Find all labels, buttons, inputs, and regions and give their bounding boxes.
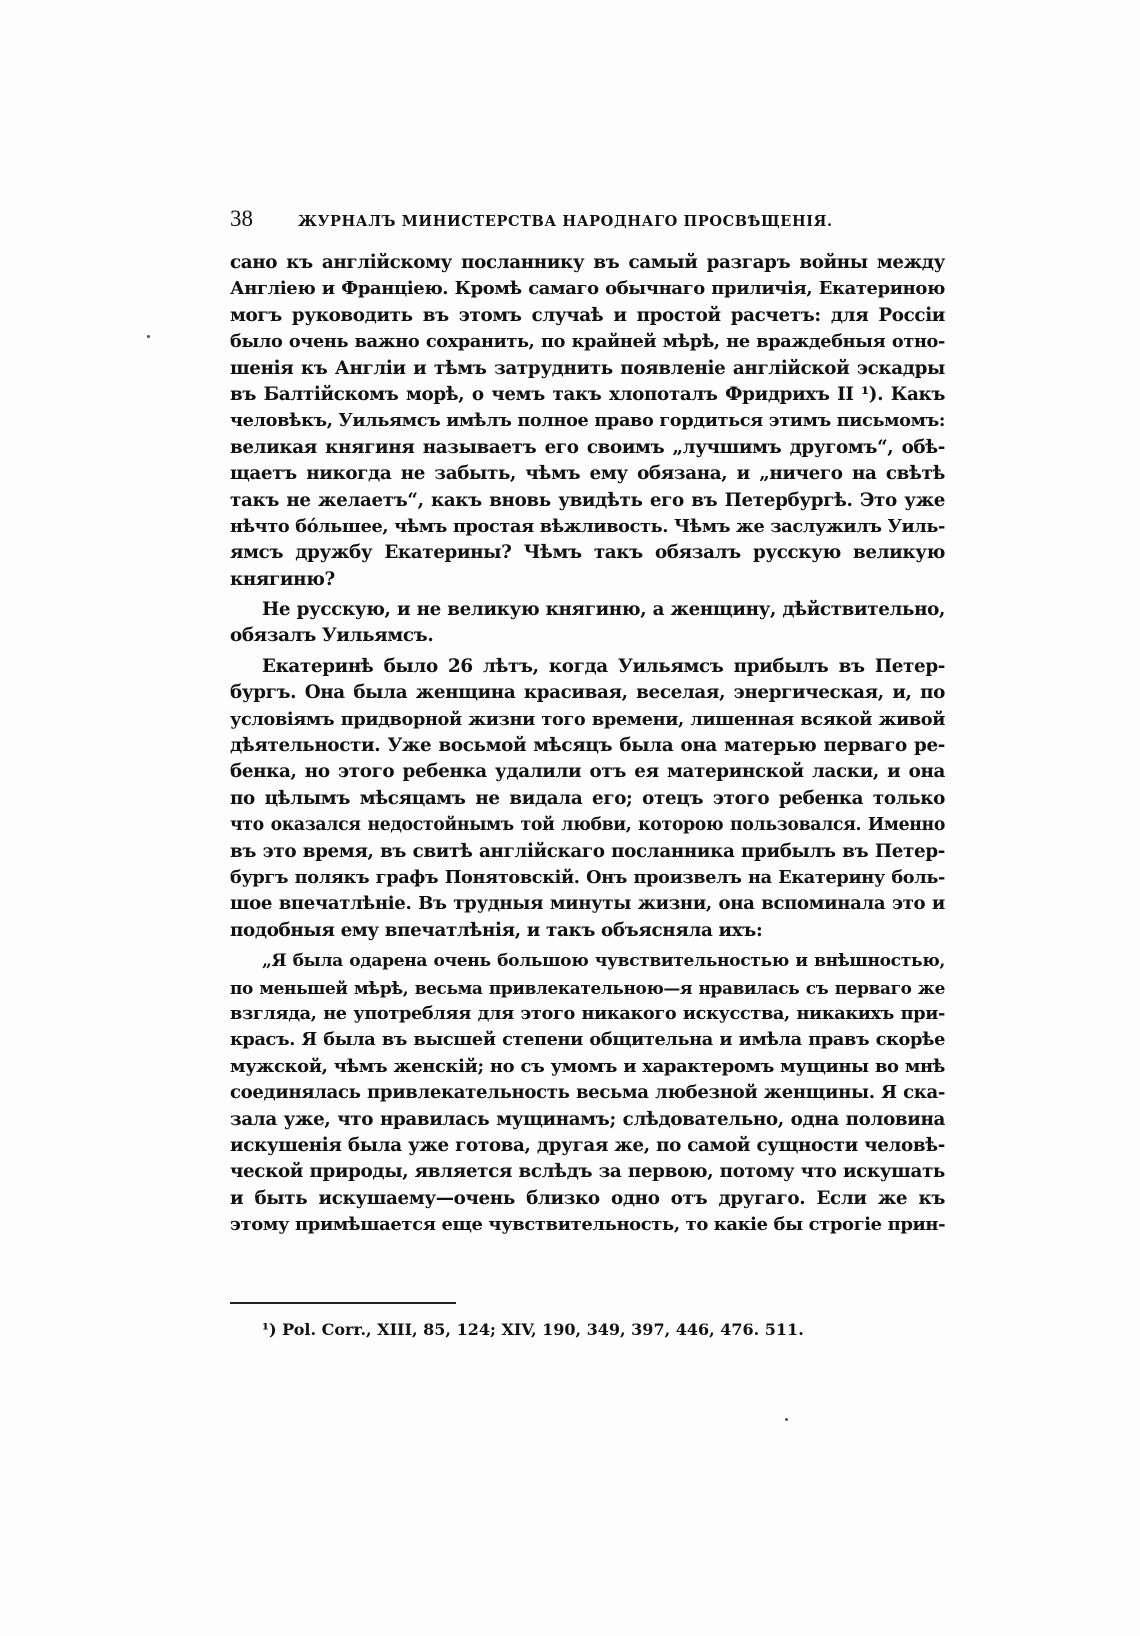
text-line: въ Балтійскомъ морѣ, о чемъ такъ хлопоталъ Фридрихъ II ¹). Какъ bbox=[230, 383, 945, 405]
scan-speck bbox=[147, 335, 150, 338]
text-line: и быть искушаему—очень близко одно отъ другаго. Если же къ bbox=[230, 1187, 945, 1209]
text-line: Не русскую, и не великую княгиню, а женщину, дѣйствительно, bbox=[262, 599, 945, 621]
paragraph-4-quote bbox=[230, 948, 945, 1238]
page-number: 38 bbox=[230, 206, 253, 231]
paragraph-1 bbox=[230, 250, 945, 593]
footnote: ¹) Pol. Corr., XIII, 85, 124; XIV, 190, 349, 397, 446, 476. 511. bbox=[262, 1320, 804, 1339]
text-line: зала уже, что нравилась мущинамъ; слѣдовательно, одна половина bbox=[230, 1108, 945, 1130]
text-line: ямсъ дружбу Екатерины? Чѣмъ такъ обязалъ русскую великую bbox=[230, 542, 945, 564]
text-line: условіямъ придворной жизни того времени, лишенная всякой живой bbox=[230, 708, 945, 730]
text-line: обязалъ Уильямсъ. bbox=[230, 625, 434, 647]
paragraph-2 bbox=[230, 597, 945, 650]
running-title: ЖУРНАЛЪ МИНИСТЕРСТВА НАРОДНАГО ПРОСВѢЩЕНІЯ. bbox=[298, 213, 833, 230]
text-line: по цѣлымъ мѣсяцамъ не видала его; отецъ этого ребенка только bbox=[230, 787, 945, 809]
text-line: мужской, чѣмъ женскій; но съ умомъ и характеромъ мущины во мнѣ bbox=[230, 1055, 945, 1077]
text-line: искушенія была уже готова, другая же, по самой сущности человѣ- bbox=[230, 1134, 945, 1156]
paragraph-3 bbox=[230, 654, 945, 944]
text-line: бенка, но этого ребенка удалили отъ ея материнской ласки, и она bbox=[230, 761, 945, 783]
text-line: соединялась привлекательность весьма любезной женщины. Я ска- bbox=[230, 1082, 945, 1104]
text-line: щаетъ никогда не забыть, чѣмъ ему обязана, и „ничего на свѣтѣ bbox=[230, 463, 945, 485]
text-line: Англіею и Франціею. Кромѣ самаго обычнаго приличія, Екатериною bbox=[230, 278, 945, 300]
text-line: было очень важно сохранить, по крайней мѣрѣ, не враждебныя отно- bbox=[230, 331, 945, 353]
text-line: человѣкъ, Уильямсъ имѣлъ полное право гордиться этимъ письмомъ: bbox=[230, 410, 945, 432]
text-line: по меньшей мѣрѣ, весьма привлекательною—я нравилась съ перваго же bbox=[230, 977, 945, 998]
text-line: дѣятельности. Уже восьмой мѣсяцъ была она матерью перваго ре- bbox=[230, 735, 945, 757]
text-line: въ это время, въ свитѣ англійскаго посланника прибылъ въ Петер- bbox=[230, 840, 945, 862]
text-line: Екатеринѣ было 26 лѣтъ, когда Уильямсъ прибылъ въ Петер- bbox=[262, 655, 945, 677]
text-line: шенія къ Англіи и тѣмъ затруднить появленіе англійской эскадры bbox=[230, 357, 945, 379]
body-text bbox=[230, 250, 945, 1238]
text-line: шое впечатлѣніе. Въ трудныя минуты жизни, она вспоминала это и bbox=[230, 893, 945, 915]
page-header bbox=[230, 206, 945, 240]
scan-speck bbox=[785, 1418, 788, 1421]
text-line: великая княгиня называетъ его своимъ „лучшимъ другомъ“, обѣ- bbox=[230, 436, 945, 458]
text-line: красъ. Я была въ высшей степени общительна и имѣла правъ скорѣе bbox=[230, 1029, 945, 1051]
text-line: бургъ полякъ графъ Понятовскій. Онъ произвелъ на Екатерину боль- bbox=[230, 866, 945, 888]
text-line: этому примѣшается еще чувствительность, то какіе бы строгіе прин- bbox=[230, 1214, 946, 1236]
text-line: ческой природы, является вслѣдъ за первою, потому что искушать bbox=[230, 1161, 945, 1183]
text-line: подобныя ему впечатлѣнія, и такъ объясняла ихъ: bbox=[230, 919, 763, 941]
footnote-divider bbox=[230, 1302, 456, 1304]
text-line: могъ руководить въ этомъ случаѣ и простой расчетъ: для Россіи bbox=[230, 304, 945, 326]
text-line: такъ не желаетъ“, какъ вновь увидѣть его въ Петербургѣ. Это уже bbox=[230, 489, 945, 511]
text-line: взгляда, не употребляя для этого никакого искусства, никакихъ при- bbox=[230, 1002, 945, 1024]
text-line: бургъ. Она была женщина красивая, веселая, энергическая, и, по bbox=[230, 682, 945, 704]
text-line: сано къ англійскому посланнику въ самый разгаръ войны между bbox=[230, 252, 945, 273]
text-line: что оказался недостойнымъ той любви, которою пользовался. Именно bbox=[230, 815, 945, 836]
text-line: княгиню? bbox=[230, 568, 335, 590]
text-line: „Я была одарена очень большою чувствительностью и внѣшностью, bbox=[262, 951, 945, 972]
text-line: нѣчто бо́льшее, чѣмъ простая вѣжливость. Чѣмъ же заслужилъ Уиль- bbox=[230, 515, 945, 537]
